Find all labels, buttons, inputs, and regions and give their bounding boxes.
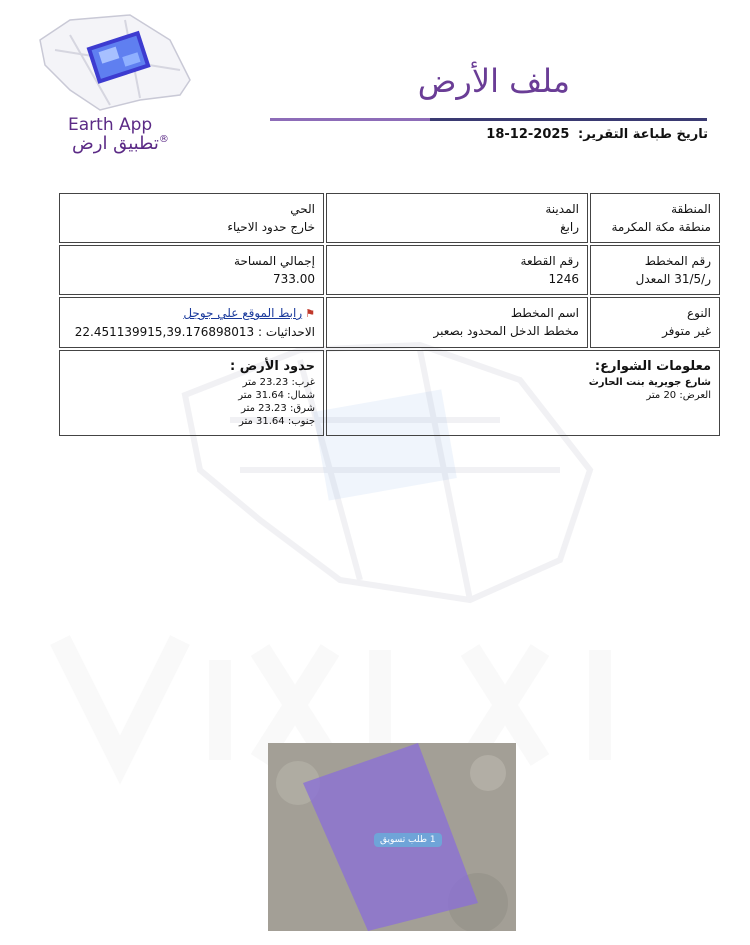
title-divider-accent	[270, 118, 430, 121]
boundary-east: شرق: 23.23 متر	[241, 403, 315, 414]
boundary-south: جنوب: 31.64 متر	[238, 416, 315, 427]
street-width-label: العرض:	[679, 390, 711, 401]
report-date	[486, 127, 708, 142]
logo-arabic-label: تطبيق ارض	[72, 133, 159, 154]
cell-plan-name	[326, 297, 588, 348]
boundaries-heading: حدود الأرض :	[230, 359, 315, 374]
land-info-table	[57, 191, 722, 438]
street-name: شارع جويرية بنت الحارث	[588, 377, 711, 388]
street-width-value: 20 متر	[646, 390, 677, 401]
type-label: النوع	[687, 306, 711, 320]
cell-area	[59, 245, 324, 295]
map-link-row	[68, 304, 315, 323]
cell-plan-number	[590, 245, 720, 295]
satellite-photo	[268, 743, 516, 931]
logo-arabic-text	[72, 133, 169, 154]
coordinates-label: الاحداثيات :	[258, 325, 315, 339]
cell-boundaries	[59, 350, 324, 436]
street-width	[335, 389, 711, 402]
region-label: المنطقة	[671, 202, 711, 216]
page-title: ملف الأرض	[417, 62, 570, 100]
area-value: 733.00	[273, 272, 315, 286]
plot-number-label: رقم القطعة	[520, 254, 579, 268]
cell-plot-number	[326, 245, 588, 295]
plan-number-value: ر/31/5 المعدل	[635, 272, 711, 286]
cell-region	[590, 193, 720, 243]
region-value: منطقة مكة المكرمة	[611, 220, 711, 234]
city-value: رابغ	[560, 220, 579, 234]
district-value: خارج حدود الاحياء	[227, 220, 315, 234]
logo-english-text: Earth App	[68, 115, 153, 135]
area-label: إجمالي المساحة	[234, 254, 315, 268]
cell-streets	[326, 350, 720, 436]
plan-number-label: رقم المخطط	[644, 254, 711, 268]
type-value: غير متوفر	[662, 324, 711, 338]
report-date-value: 2025-12-18	[486, 127, 570, 142]
streets-heading: معلومات الشوارع:	[594, 359, 711, 374]
logo-registered-mark: ®	[158, 134, 169, 145]
plan-name-label: اسم المخطط	[510, 306, 579, 320]
boundary-west: غرب: 23.23 متر	[242, 377, 315, 388]
marketing-request-tag[interactable]: 1 طلب تسويق	[374, 833, 442, 847]
city-label: المدينة	[545, 202, 579, 216]
plan-name-value: مخطط الدخل المحدود بصعبر	[433, 324, 579, 338]
report-date-label: تاريخ طباعة التقرير:	[578, 127, 708, 142]
cell-city	[326, 193, 588, 243]
coordinates-value: 22.451139915,39.176898013	[74, 325, 255, 339]
map-pin-icon: ⚑	[305, 307, 315, 320]
coordinates-row	[68, 323, 315, 341]
google-map-link[interactable]: رابط الموقع علي جوجل	[183, 306, 303, 320]
cell-type	[590, 297, 720, 348]
plot-number-value: 1246	[548, 272, 579, 286]
cell-district	[59, 193, 324, 243]
cell-location	[59, 297, 324, 348]
boundary-north: شمال: 31.64 متر	[238, 390, 315, 401]
district-label: الحي	[290, 202, 315, 216]
